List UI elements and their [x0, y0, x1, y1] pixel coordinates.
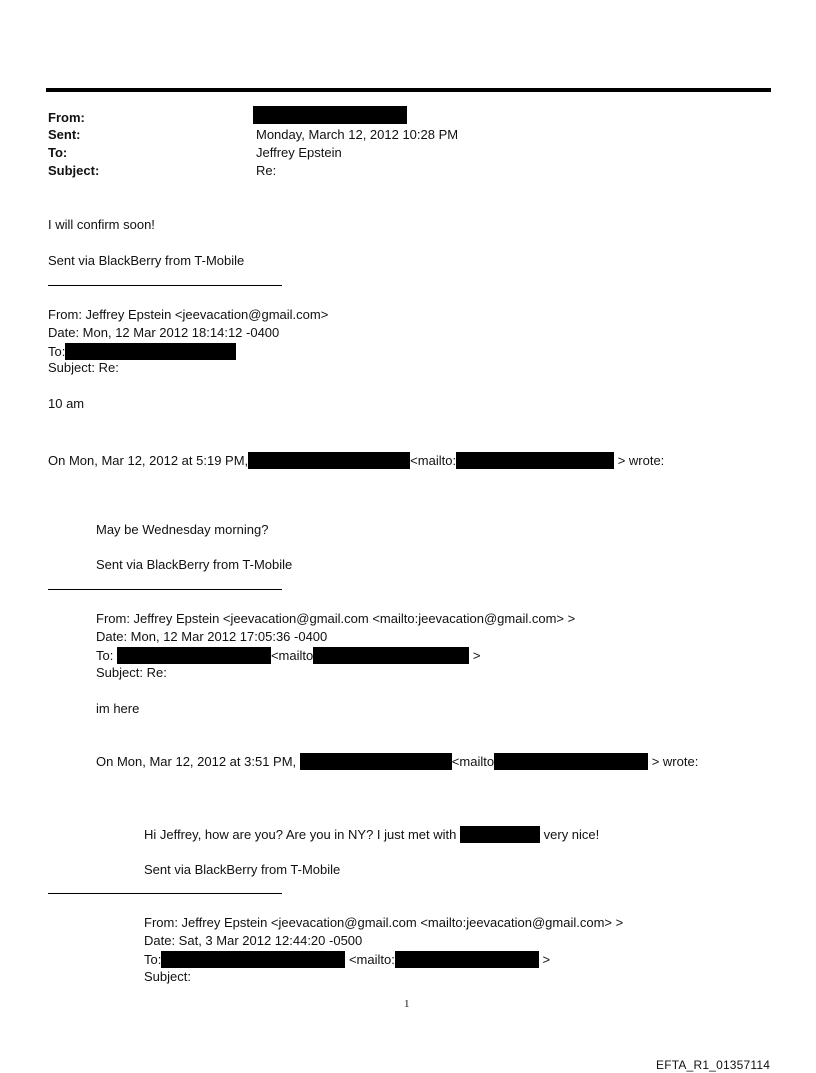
redaction-quote3-name: [460, 826, 540, 843]
quote2-date: Date: Mon, 12 Mar 2012 17:05:36 -0400: [96, 629, 328, 644]
quote-divider: [48, 893, 282, 894]
quote2-wrote-suffix: > wrote:: [651, 754, 699, 769]
quote3-body-prefix: Hi Jeffrey, how are you? Are you in NY? I just met with: [144, 827, 457, 842]
header-divider: [46, 88, 771, 92]
quote2-mailto: <mailto: [270, 648, 314, 663]
redaction-quote1-sender: [248, 452, 410, 469]
quote2-body: May be Wednesday morning?: [96, 522, 269, 537]
message-signature: Sent via BlackBerry from T-Mobile: [48, 253, 245, 268]
quote1-mailto: <mailto:: [410, 453, 457, 468]
quote2-subject: Subject: Re:: [96, 665, 167, 680]
quote2-to: [96, 647, 480, 664]
quote3-subject: Subject:: [144, 969, 191, 984]
quote3-to-label: To:: [144, 952, 162, 967]
message-body: I will confirm soon!: [48, 217, 155, 232]
quote1-to: [48, 343, 236, 360]
redaction-quote1-to: [65, 343, 236, 360]
quote-divider: [48, 285, 282, 286]
quote2-signature: Sent via BlackBerry from T-Mobile: [96, 557, 293, 572]
subject-label: Subject:: [48, 163, 100, 178]
quote1-wrote-line: [48, 452, 664, 469]
redaction-quote3-to: [161, 951, 345, 968]
redaction-quote2-sender: [300, 753, 452, 770]
quote1-body: 10 am: [48, 396, 85, 411]
quote3-signature: Sent via BlackBerry from T-Mobile: [144, 862, 341, 877]
sent-value: Monday, March 12, 2012 10:28 PM: [256, 127, 459, 142]
quote2-from: From: Jeffrey Epstein <jeevacation@gmail.com <mailto:jeevacation@gmail.com> >: [96, 611, 576, 626]
quote1-date: Date: Mon, 12 Mar 2012 18:14:12 -0400: [48, 325, 280, 340]
quote3-body-suffix: very nice!: [543, 827, 600, 842]
quote3-date: Date: Sat, 3 Mar 2012 12:44:20 -0500: [144, 933, 363, 948]
to-value: Jeffrey Epstein: [256, 145, 342, 160]
quote3-body: [144, 826, 599, 843]
quote2-wrote-prefix: On Mon, Mar 12, 2012 at 3:51 PM,: [96, 754, 297, 769]
quote3-to-suffix: >: [542, 952, 551, 967]
redaction-quote1-email: [456, 452, 614, 469]
quote3-from: From: Jeffrey Epstein <jeevacation@gmail.com <mailto:jeevacation@gmail.com> >: [144, 915, 624, 930]
quote2-wrote-line: [96, 753, 698, 770]
quote1-from: From: Jeffrey Epstein <jeevacation@gmail.com>: [48, 307, 329, 322]
subject-value: Re:: [256, 163, 277, 178]
quote3-to: [144, 951, 550, 968]
sent-label: Sent:: [48, 127, 81, 142]
redaction-quote3-email: [395, 951, 539, 968]
redaction-quote2-email: [313, 647, 469, 664]
page-number: 1: [404, 998, 410, 1010]
quote2-to-label: To:: [96, 648, 114, 663]
quote1-wrote-suffix: > wrote:: [617, 453, 665, 468]
quote1-wrote-prefix: On Mon, Mar 12, 2012 at 5:19 PM,: [48, 453, 249, 468]
redaction-quote2-email2: [494, 753, 648, 770]
redaction-quote2-to: [117, 647, 271, 664]
quote2-mailto2: <mailto: [451, 754, 495, 769]
quote2-reply: im here: [96, 701, 140, 716]
to-label: To:: [48, 145, 68, 160]
quote-divider: [48, 589, 282, 590]
quote1-subject: Subject: Re:: [48, 360, 119, 375]
quote2-to-suffix: >: [472, 648, 481, 663]
quote1-to-label: To:: [48, 344, 66, 359]
from-label: From:: [48, 110, 85, 125]
quote3-mailto: <mailto:: [348, 952, 395, 967]
redaction-from: [253, 106, 407, 124]
document-id: EFTA_R1_01357114: [656, 1058, 771, 1072]
